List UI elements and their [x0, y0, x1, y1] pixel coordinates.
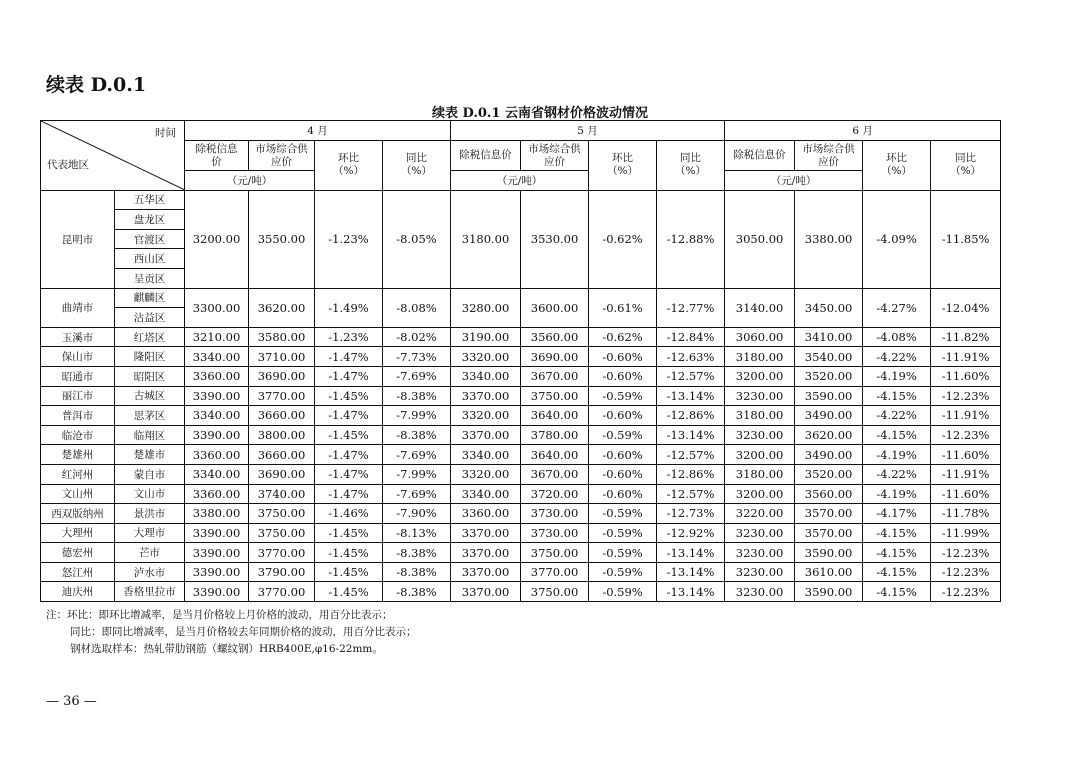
value-cell: -13.14%: [657, 543, 725, 563]
value-cell: 3380.00: [185, 504, 249, 524]
value-cell: -12.84%: [657, 327, 725, 347]
value-cell: -4.15%: [863, 582, 931, 602]
table-row: [41, 504, 1001, 524]
value-cell: -1.47%: [315, 484, 383, 504]
section-heading: 续表 D.0.1: [46, 74, 147, 96]
value-cell: 3200.00: [185, 190, 249, 288]
table-row: [41, 190, 1001, 210]
mom-header: 环比 （%）: [315, 141, 383, 191]
value-cell: -11.85%: [931, 190, 1001, 288]
value-cell: -4.19%: [863, 445, 931, 465]
month-header: 6 月: [725, 121, 1001, 141]
value-cell: 3590.00: [795, 386, 863, 406]
value-cell: 3610.00: [795, 562, 863, 582]
value-cell: -1.49%: [315, 288, 383, 327]
value-cell: -4.22%: [863, 347, 931, 367]
table-row: [41, 523, 1001, 543]
value-cell: 3790.00: [249, 562, 315, 582]
yoy-header: 同比 （%）: [657, 141, 725, 191]
value-cell: -1.47%: [315, 464, 383, 484]
value-cell: 3050.00: [725, 190, 795, 288]
value-cell: 3520.00: [795, 366, 863, 386]
yoy-header: 同比 （%）: [383, 141, 451, 191]
value-cell: 3340.00: [185, 464, 249, 484]
value-cell: 3390.00: [185, 582, 249, 602]
value-cell: 3620.00: [795, 425, 863, 445]
value-cell: -1.47%: [315, 347, 383, 367]
value-cell: -7.69%: [383, 366, 451, 386]
value-cell: -12.86%: [657, 464, 725, 484]
value-cell: 3180.00: [451, 190, 521, 288]
district-cell: 隆阳区: [115, 347, 185, 367]
district-cell: 泸水市: [115, 562, 185, 582]
district-cell: 文山市: [115, 484, 185, 504]
value-cell: -4.15%: [863, 543, 931, 563]
value-cell: -4.15%: [863, 425, 931, 445]
value-cell: -11.91%: [931, 464, 1001, 484]
value-cell: -0.60%: [589, 347, 657, 367]
unit-label: （元/吨）: [451, 171, 589, 191]
value-cell: -12.86%: [657, 406, 725, 426]
value-cell: 3340.00: [451, 484, 521, 504]
value-cell: 3360.00: [185, 445, 249, 465]
value-cell: -8.38%: [383, 386, 451, 406]
market-price-header: 市场综合供应价: [795, 141, 863, 171]
district-cell: 麒麟区: [115, 288, 185, 308]
value-cell: -12.04%: [931, 288, 1001, 327]
value-cell: 3660.00: [249, 406, 315, 426]
table-row: [41, 582, 1001, 602]
district-cell: 楚雄市: [115, 445, 185, 465]
value-cell: 3320.00: [451, 464, 521, 484]
value-cell: -0.60%: [589, 484, 657, 504]
value-cell: -7.99%: [383, 406, 451, 426]
table-row: [41, 386, 1001, 406]
value-cell: 3780.00: [521, 425, 589, 445]
city-cell: 迪庆州: [41, 582, 115, 602]
value-cell: 3340.00: [451, 445, 521, 465]
value-cell: -0.59%: [589, 425, 657, 445]
value-cell: -0.60%: [589, 445, 657, 465]
value-cell: 3340.00: [451, 366, 521, 386]
value-cell: 3770.00: [521, 562, 589, 582]
value-cell: -1.45%: [315, 425, 383, 445]
city-cell: 丽江市: [41, 386, 115, 406]
value-cell: -1.46%: [315, 504, 383, 524]
value-cell: 3560.00: [521, 327, 589, 347]
value-cell: -1.45%: [315, 562, 383, 582]
value-cell: 3750.00: [521, 543, 589, 563]
district-cell: 大理市: [115, 523, 185, 543]
table-row: [41, 445, 1001, 465]
value-cell: -4.19%: [863, 484, 931, 504]
value-cell: 3340.00: [185, 347, 249, 367]
value-cell: -0.61%: [589, 288, 657, 327]
district-cell: 官渡区: [115, 229, 185, 249]
value-cell: 3660.00: [249, 445, 315, 465]
value-cell: -12.88%: [657, 190, 725, 288]
value-cell: 3740.00: [249, 484, 315, 504]
table-caption: 续表 D.0.1 云南省钢材价格波动情况: [431, 106, 648, 121]
value-cell: 3180.00: [725, 347, 795, 367]
region-label: 代表地区: [47, 159, 89, 171]
table-row: [41, 543, 1001, 563]
value-cell: 3770.00: [249, 386, 315, 406]
value-cell: -13.14%: [657, 562, 725, 582]
value-cell: -8.05%: [383, 190, 451, 288]
value-cell: -1.47%: [315, 445, 383, 465]
value-cell: -8.38%: [383, 582, 451, 602]
value-cell: -13.14%: [657, 582, 725, 602]
value-cell: -1.23%: [315, 327, 383, 347]
value-cell: 3060.00: [725, 327, 795, 347]
value-cell: 3320.00: [451, 347, 521, 367]
value-cell: 3490.00: [795, 445, 863, 465]
value-cell: 3390.00: [185, 425, 249, 445]
value-cell: -0.59%: [589, 543, 657, 563]
value-cell: 3230.00: [725, 543, 795, 563]
value-cell: -7.69%: [383, 484, 451, 504]
value-cell: 3230.00: [725, 523, 795, 543]
value-cell: 3380.00: [795, 190, 863, 288]
value-cell: -0.60%: [589, 464, 657, 484]
table-notes: [46, 607, 417, 658]
city-cell: 玉溪市: [41, 327, 115, 347]
value-cell: 3800.00: [249, 425, 315, 445]
unit-label: （元/吨）: [725, 171, 863, 191]
city-cell: 西双版纳州: [41, 504, 115, 524]
value-cell: 3770.00: [249, 582, 315, 602]
value-cell: 3640.00: [521, 406, 589, 426]
tax-excl-price-header: 除税信息价: [185, 141, 249, 171]
value-cell: -1.45%: [315, 523, 383, 543]
table-row: [41, 347, 1001, 367]
value-cell: 3570.00: [795, 504, 863, 524]
city-cell: 怒江州: [41, 562, 115, 582]
mom-header: 环比 （%）: [863, 141, 931, 191]
value-cell: -11.78%: [931, 504, 1001, 524]
value-cell: 3710.00: [249, 347, 315, 367]
value-cell: -4.15%: [863, 386, 931, 406]
value-cell: -1.45%: [315, 543, 383, 563]
value-cell: -8.38%: [383, 425, 451, 445]
tax-excl-price-header: 除税信息价: [725, 141, 795, 171]
value-cell: -12.57%: [657, 366, 725, 386]
city-cell: 大理州: [41, 523, 115, 543]
value-cell: 3200.00: [725, 445, 795, 465]
district-cell: 西山区: [115, 249, 185, 269]
table-row: [41, 366, 1001, 386]
value-cell: 3490.00: [795, 406, 863, 426]
steel-price-table: [40, 120, 1001, 602]
value-cell: -4.27%: [863, 288, 931, 327]
city-cell: 楚雄州: [41, 445, 115, 465]
value-cell: 3690.00: [249, 366, 315, 386]
value-cell: 3590.00: [795, 543, 863, 563]
value-cell: -1.47%: [315, 366, 383, 386]
value-cell: 3210.00: [185, 327, 249, 347]
district-cell: 红塔区: [115, 327, 185, 347]
value-cell: -4.15%: [863, 562, 931, 582]
value-cell: 3770.00: [249, 543, 315, 563]
unit-label: （元/吨）: [185, 171, 315, 191]
value-cell: 3750.00: [521, 386, 589, 406]
value-cell: -12.23%: [931, 562, 1001, 582]
value-cell: -7.99%: [383, 464, 451, 484]
value-cell: 3280.00: [451, 288, 521, 327]
value-cell: -12.77%: [657, 288, 725, 327]
value-cell: 3230.00: [725, 386, 795, 406]
value-cell: -1.23%: [315, 190, 383, 288]
value-cell: -11.60%: [931, 445, 1001, 465]
value-cell: 3600.00: [521, 288, 589, 327]
value-cell: -8.38%: [383, 543, 451, 563]
yoy-header: 同比 （%）: [931, 141, 1001, 191]
value-cell: 3580.00: [249, 327, 315, 347]
district-cell: 思茅区: [115, 406, 185, 426]
value-cell: -1.45%: [315, 582, 383, 602]
value-cell: -0.62%: [589, 327, 657, 347]
value-cell: 3620.00: [249, 288, 315, 327]
value-cell: 3190.00: [451, 327, 521, 347]
value-cell: 3370.00: [451, 582, 521, 602]
value-cell: -8.02%: [383, 327, 451, 347]
value-cell: -0.59%: [589, 504, 657, 524]
value-cell: 3750.00: [249, 523, 315, 543]
value-cell: -12.23%: [931, 582, 1001, 602]
tax-excl-price-header: 除税信息价: [451, 141, 521, 171]
table-row: [41, 562, 1001, 582]
value-cell: -12.23%: [931, 386, 1001, 406]
value-cell: 3730.00: [521, 504, 589, 524]
value-cell: 3200.00: [725, 484, 795, 504]
district-cell: 香格里拉市: [115, 582, 185, 602]
value-cell: -12.73%: [657, 504, 725, 524]
value-cell: -13.14%: [657, 425, 725, 445]
value-cell: 3390.00: [185, 386, 249, 406]
city-cell: 保山市: [41, 347, 115, 367]
value-cell: 3590.00: [795, 582, 863, 602]
value-cell: 3690.00: [521, 347, 589, 367]
district-cell: 景洪市: [115, 504, 185, 524]
value-cell: -11.91%: [931, 406, 1001, 426]
value-cell: -1.45%: [315, 386, 383, 406]
district-cell: 盘龙区: [115, 210, 185, 230]
value-cell: 3670.00: [521, 366, 589, 386]
value-cell: -4.09%: [863, 190, 931, 288]
value-cell: 3230.00: [725, 562, 795, 582]
value-cell: 3720.00: [521, 484, 589, 504]
district-cell: 昭阳区: [115, 366, 185, 386]
value-cell: 3690.00: [249, 464, 315, 484]
value-cell: 3390.00: [185, 543, 249, 563]
value-cell: 3560.00: [795, 484, 863, 504]
value-cell: 3640.00: [521, 445, 589, 465]
value-cell: 3180.00: [725, 464, 795, 484]
city-cell: 红河州: [41, 464, 115, 484]
value-cell: 3230.00: [725, 582, 795, 602]
value-cell: -8.08%: [383, 288, 451, 327]
value-cell: -4.08%: [863, 327, 931, 347]
month-header: 4 月: [185, 121, 451, 141]
value-cell: 3540.00: [795, 347, 863, 367]
value-cell: -4.15%: [863, 523, 931, 543]
value-cell: -12.23%: [931, 543, 1001, 563]
market-price-header: 市场综合供应价: [521, 141, 589, 171]
value-cell: 3750.00: [249, 504, 315, 524]
value-cell: -7.69%: [383, 445, 451, 465]
value-cell: -12.57%: [657, 445, 725, 465]
value-cell: 3390.00: [185, 562, 249, 582]
value-cell: -13.14%: [657, 386, 725, 406]
value-cell: -11.60%: [931, 484, 1001, 504]
value-cell: -0.62%: [589, 190, 657, 288]
table-row: [41, 425, 1001, 445]
value-cell: -12.92%: [657, 523, 725, 543]
value-cell: -0.59%: [589, 523, 657, 543]
value-cell: -7.73%: [383, 347, 451, 367]
value-cell: 3730.00: [521, 523, 589, 543]
district-cell: 临翔区: [115, 425, 185, 445]
value-cell: -4.22%: [863, 406, 931, 426]
value-cell: 3370.00: [451, 523, 521, 543]
month-header: 5 月: [451, 121, 725, 141]
value-cell: 3530.00: [521, 190, 589, 288]
value-cell: -11.99%: [931, 523, 1001, 543]
table-row: [41, 406, 1001, 426]
value-cell: 3320.00: [451, 406, 521, 426]
value-cell: 3750.00: [521, 582, 589, 602]
table-row: [41, 484, 1001, 504]
value-cell: -12.23%: [931, 425, 1001, 445]
value-cell: 3360.00: [185, 484, 249, 504]
table-row: [41, 288, 1001, 308]
value-cell: 3550.00: [249, 190, 315, 288]
value-cell: 3570.00: [795, 523, 863, 543]
diagonal-header-cell: [41, 121, 185, 191]
note-line: 同比：即同比增减率，是当月价格较去年同期价格的波动，用百分比表示；: [70, 626, 417, 638]
value-cell: -0.59%: [589, 386, 657, 406]
value-cell: -0.60%: [589, 406, 657, 426]
district-cell: 沾益区: [115, 308, 185, 328]
table-row: [41, 464, 1001, 484]
city-cell: 普洱市: [41, 406, 115, 426]
market-price-header: 市场综合供应价: [249, 141, 315, 171]
value-cell: -12.63%: [657, 347, 725, 367]
value-cell: 3520.00: [795, 464, 863, 484]
city-cell: 文山州: [41, 484, 115, 504]
value-cell: 3370.00: [451, 562, 521, 582]
district-cell: 芒市: [115, 543, 185, 563]
value-cell: 3200.00: [725, 366, 795, 386]
value-cell: -0.59%: [589, 562, 657, 582]
page-number: — 36 —: [46, 694, 97, 709]
value-cell: -12.57%: [657, 484, 725, 504]
value-cell: 3370.00: [451, 543, 521, 563]
value-cell: 3230.00: [725, 425, 795, 445]
value-cell: 3360.00: [451, 504, 521, 524]
city-cell: 临沧市: [41, 425, 115, 445]
value-cell: 3370.00: [451, 425, 521, 445]
value-cell: 3450.00: [795, 288, 863, 327]
value-cell: -8.38%: [383, 562, 451, 582]
value-cell: 3140.00: [725, 288, 795, 327]
city-cell: 曲靖市: [41, 288, 115, 327]
district-cell: 蒙自市: [115, 464, 185, 484]
value-cell: -11.91%: [931, 347, 1001, 367]
value-cell: -1.47%: [315, 406, 383, 426]
value-cell: 3410.00: [795, 327, 863, 347]
city-cell: 昭通市: [41, 366, 115, 386]
district-cell: 古城区: [115, 386, 185, 406]
value-cell: -0.60%: [589, 366, 657, 386]
value-cell: 3180.00: [725, 406, 795, 426]
value-cell: -4.22%: [863, 464, 931, 484]
table-row: [41, 327, 1001, 347]
mom-header: 环比 （%）: [589, 141, 657, 191]
value-cell: -11.82%: [931, 327, 1001, 347]
city-cell: 德宏州: [41, 543, 115, 563]
value-cell: -7.90%: [383, 504, 451, 524]
value-cell: -11.60%: [931, 366, 1001, 386]
value-cell: -4.17%: [863, 504, 931, 524]
value-cell: 3370.00: [451, 386, 521, 406]
district-cell: 呈贡区: [115, 268, 185, 288]
value-cell: -0.59%: [589, 582, 657, 602]
district-cell: 五华区: [115, 190, 185, 210]
time-label: 时间: [155, 127, 176, 139]
value-cell: -4.19%: [863, 366, 931, 386]
value-cell: 3390.00: [185, 523, 249, 543]
value-cell: 3300.00: [185, 288, 249, 327]
note-line: 注：环比：即环比增减率，是当月价格较上月价格的波动，用百分比表示；: [46, 609, 393, 621]
value-cell: 3360.00: [185, 366, 249, 386]
value-cell: 3340.00: [185, 406, 249, 426]
value-cell: -8.13%: [383, 523, 451, 543]
value-cell: 3670.00: [521, 464, 589, 484]
note-line: 钢材选取样本：热轧带肋钢筋（螺纹钢）HRB400E,φ16-22mm。: [70, 643, 383, 655]
city-cell: 昆明市: [41, 190, 115, 288]
value-cell: 3220.00: [725, 504, 795, 524]
